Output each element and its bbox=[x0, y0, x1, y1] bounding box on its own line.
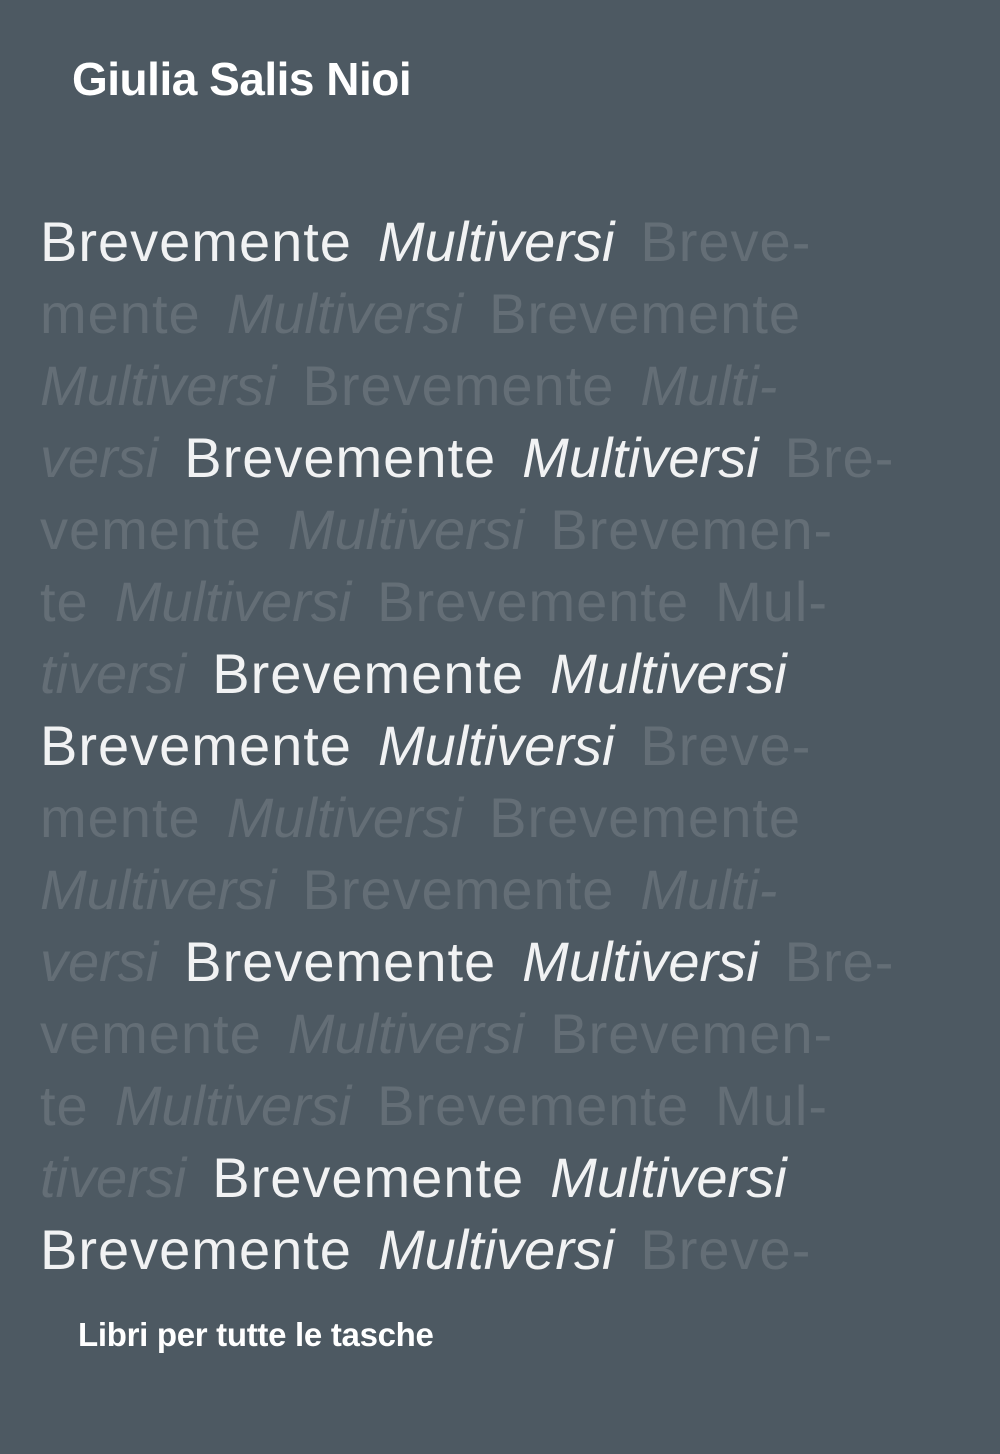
pattern-word: Multiversi bbox=[377, 1218, 615, 1281]
pattern-word: Breve- bbox=[640, 210, 812, 273]
pattern-row bbox=[40, 709, 900, 783]
pattern-word: Multi- bbox=[640, 858, 778, 921]
author-name: Giulia Salis Nioi bbox=[72, 53, 412, 105]
pattern-word: Mul- bbox=[715, 570, 828, 633]
pattern-row bbox=[40, 997, 900, 1071]
pattern-word: Brevemen- bbox=[550, 498, 834, 561]
pattern-word: Multiversi bbox=[377, 210, 615, 273]
pattern-row bbox=[40, 1213, 900, 1287]
pattern-word: Mul- bbox=[715, 1074, 828, 1137]
pattern-word: Brevemente bbox=[40, 210, 352, 273]
title-pattern-block bbox=[40, 205, 895, 1281]
pattern-word: Breve- bbox=[640, 1218, 812, 1281]
pattern-row bbox=[40, 781, 900, 855]
pattern-word: Brevemente bbox=[212, 1146, 525, 1209]
pattern-word: Brevemente bbox=[302, 858, 615, 921]
pattern-word: Brevemente bbox=[184, 426, 497, 489]
pattern-row bbox=[40, 925, 900, 999]
pattern-row bbox=[40, 277, 900, 351]
pattern-word: Brevemente bbox=[212, 642, 525, 705]
pattern-row bbox=[40, 853, 900, 927]
pattern-word: Multiversi bbox=[287, 1002, 525, 1065]
pattern-word: mente bbox=[40, 786, 201, 849]
pattern-word: Multiversi bbox=[114, 1074, 352, 1137]
pattern-row bbox=[40, 349, 900, 423]
pattern-word: versi bbox=[40, 930, 159, 993]
pattern-row bbox=[40, 205, 900, 279]
pattern-row bbox=[40, 565, 900, 639]
pattern-word: Multiversi bbox=[114, 570, 352, 633]
pattern-row bbox=[40, 1141, 900, 1215]
pattern-word: Breve- bbox=[640, 714, 812, 777]
pattern-word: Brevemente bbox=[489, 786, 802, 849]
pattern-word: Multiversi bbox=[522, 930, 759, 993]
pattern-word: Multi- bbox=[640, 354, 778, 417]
pattern-word: Brevemente bbox=[489, 282, 802, 345]
pattern-word: vemente bbox=[40, 1002, 262, 1065]
pattern-word: Brevemente bbox=[40, 1218, 352, 1281]
pattern-word: Multiversi bbox=[287, 498, 525, 561]
pattern-word: Multiversi bbox=[522, 426, 759, 489]
pattern-word: Brevemente bbox=[377, 570, 690, 633]
pattern-word: Brevemen- bbox=[550, 1002, 834, 1065]
pattern-word: tiversi bbox=[40, 642, 187, 705]
pattern-word: Multiversi bbox=[226, 786, 464, 849]
pattern-word: Brevemente bbox=[302, 354, 615, 417]
pattern-word: vemente bbox=[40, 498, 262, 561]
pattern-word: Multiversi bbox=[40, 858, 277, 921]
pattern-word: te bbox=[40, 1074, 89, 1137]
pattern-word: Brevemente bbox=[184, 930, 497, 993]
pattern-word: mente bbox=[40, 282, 201, 345]
pattern-row bbox=[40, 1069, 900, 1143]
pattern-word: tiversi bbox=[40, 1146, 187, 1209]
pattern-word: Multiversi bbox=[40, 354, 277, 417]
pattern-word: Brevemente bbox=[377, 1074, 690, 1137]
pattern-word: Bre- bbox=[784, 426, 895, 489]
pattern-row bbox=[40, 493, 900, 567]
pattern-word: versi bbox=[40, 426, 159, 489]
pattern-word: Multiversi bbox=[377, 714, 615, 777]
pattern-word: te bbox=[40, 570, 89, 633]
pattern-row bbox=[40, 421, 900, 495]
pattern-word: Brevemente bbox=[40, 714, 352, 777]
pattern-row bbox=[40, 637, 900, 711]
pattern-word: Multiversi bbox=[226, 282, 464, 345]
publisher-tagline: Libri per tutte le tasche bbox=[78, 1316, 434, 1353]
pattern-word: Multiversi bbox=[550, 1146, 787, 1209]
pattern-word: Bre- bbox=[784, 930, 895, 993]
pattern-word: Multiversi bbox=[550, 642, 787, 705]
